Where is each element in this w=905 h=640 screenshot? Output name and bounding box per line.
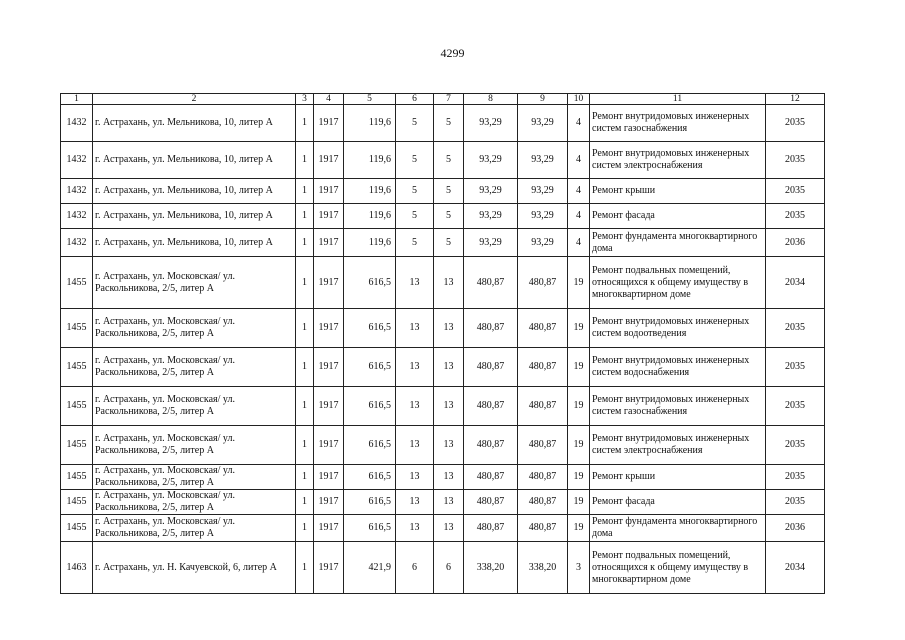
planned-year-cell: 2034 (766, 542, 825, 594)
year-cell: 1917 (314, 515, 344, 542)
work-type-cell: Ремонт внутридомовых инженерных систем водоснабжения (590, 348, 766, 387)
column-header-2: 2 (93, 94, 296, 105)
col-3-cell: 1 (296, 229, 314, 257)
col-3-cell: 1 (296, 142, 314, 179)
address-cell: г. Астрахань, ул. Мельникова, 10, литер А (93, 105, 296, 142)
col-3-cell: 1 (296, 465, 314, 490)
col-10-cell: 19 (568, 348, 590, 387)
col-7-cell: 13 (434, 426, 464, 465)
planned-year-cell: 2034 (766, 257, 825, 309)
row-number-cell: 1455 (61, 257, 93, 309)
table-row (61, 229, 825, 257)
cost-8-cell: 480,87 (464, 387, 518, 426)
col-10-cell: 19 (568, 465, 590, 490)
col-3-cell: 1 (296, 387, 314, 426)
table-row (61, 179, 825, 204)
row-number-cell: 1455 (61, 348, 93, 387)
col-6-cell: 5 (396, 229, 434, 257)
address-cell: г. Астрахань, ул. Мельникова, 10, литер А (93, 179, 296, 204)
year-cell: 1917 (314, 387, 344, 426)
cost-8-cell: 480,87 (464, 515, 518, 542)
cost-8-cell: 93,29 (464, 229, 518, 257)
year-cell: 1917 (314, 105, 344, 142)
year-cell: 1917 (314, 426, 344, 465)
area-cell: 119,6 (344, 179, 396, 204)
col-3-cell: 1 (296, 515, 314, 542)
cost-8-cell: 93,29 (464, 142, 518, 179)
cost-9-cell: 93,29 (518, 229, 568, 257)
column-header-6: 6 (396, 94, 434, 105)
work-type-cell: Ремонт фундамента многоквартирного дома (590, 515, 766, 542)
planned-year-cell: 2035 (766, 142, 825, 179)
year-cell: 1917 (314, 465, 344, 490)
year-cell: 1917 (314, 257, 344, 309)
year-cell: 1917 (314, 204, 344, 229)
table-row (61, 142, 825, 179)
col-3-cell: 1 (296, 426, 314, 465)
year-cell: 1917 (314, 229, 344, 257)
col-10-cell: 4 (568, 204, 590, 229)
work-type-cell: Ремонт внутридомовых инженерных систем водоотведения (590, 309, 766, 348)
col-7-cell: 13 (434, 309, 464, 348)
cost-9-cell: 93,29 (518, 179, 568, 204)
year-cell: 1917 (314, 490, 344, 515)
address-cell: г. Астрахань, ул. Мельникова, 10, литер А (93, 229, 296, 257)
area-cell: 119,6 (344, 105, 396, 142)
cost-8-cell: 93,29 (464, 105, 518, 142)
work-type-cell: Ремонт крыши (590, 465, 766, 490)
col-7-cell: 13 (434, 465, 464, 490)
row-number-cell: 1432 (61, 179, 93, 204)
year-cell: 1917 (314, 542, 344, 594)
table-row (61, 309, 825, 348)
area-cell: 119,6 (344, 204, 396, 229)
col-10-cell: 4 (568, 142, 590, 179)
area-cell: 616,5 (344, 490, 396, 515)
cost-9-cell: 480,87 (518, 348, 568, 387)
year-cell: 1917 (314, 309, 344, 348)
address-cell: г. Астрахань, ул. Московская/ ул. Раскольникова, 2/5, литер А (93, 515, 296, 542)
table-row (61, 542, 825, 594)
col-10-cell: 3 (568, 542, 590, 594)
col-10-cell: 19 (568, 490, 590, 515)
planned-year-cell: 2035 (766, 387, 825, 426)
col-10-cell: 4 (568, 229, 590, 257)
planned-year-cell: 2035 (766, 179, 825, 204)
col-7-cell: 6 (434, 542, 464, 594)
table-row (61, 348, 825, 387)
year-cell: 1917 (314, 348, 344, 387)
address-cell: г. Астрахань, ул. Мельникова, 10, литер А (93, 204, 296, 229)
cost-9-cell: 480,87 (518, 426, 568, 465)
planned-year-cell: 2035 (766, 348, 825, 387)
col-7-cell: 13 (434, 348, 464, 387)
col-10-cell: 4 (568, 179, 590, 204)
col-10-cell: 4 (568, 105, 590, 142)
col-10-cell: 19 (568, 309, 590, 348)
col-3-cell: 1 (296, 105, 314, 142)
work-type-cell: Ремонт крыши (590, 179, 766, 204)
area-cell: 616,5 (344, 515, 396, 542)
row-number-cell: 1432 (61, 142, 93, 179)
col-6-cell: 13 (396, 387, 434, 426)
work-type-cell: Ремонт подвальных помещений, относящихся к общему имуществу в многоквартирном доме (590, 542, 766, 594)
cost-8-cell: 93,29 (464, 204, 518, 229)
col-3-cell: 1 (296, 257, 314, 309)
area-cell: 616,5 (344, 348, 396, 387)
area-cell: 616,5 (344, 309, 396, 348)
row-number-cell: 1455 (61, 426, 93, 465)
column-header-12: 12 (766, 94, 825, 105)
col-6-cell: 13 (396, 257, 434, 309)
row-number-cell: 1432 (61, 105, 93, 142)
address-cell: г. Астрахань, ул. Московская/ ул. Раскольникова, 2/5, литер А (93, 465, 296, 490)
row-number-cell: 1455 (61, 515, 93, 542)
col-6-cell: 13 (396, 348, 434, 387)
area-cell: 119,6 (344, 229, 396, 257)
address-cell: г. Астрахань, ул. Московская/ ул. Раскольникова, 2/5, литер А (93, 387, 296, 426)
column-header-3: 3 (296, 94, 314, 105)
area-cell: 616,5 (344, 465, 396, 490)
cost-8-cell: 93,29 (464, 179, 518, 204)
cost-8-cell: 480,87 (464, 490, 518, 515)
work-type-cell: Ремонт подвальных помещений, относящихся к общему имуществу в многоквартирном доме (590, 257, 766, 309)
col-7-cell: 5 (434, 142, 464, 179)
work-type-cell: Ремонт внутридомовых инженерных систем электроснабжения (590, 426, 766, 465)
address-cell: г. Астрахань, ул. Московская/ ул. Раскольникова, 2/5, литер А (93, 257, 296, 309)
table-row (61, 387, 825, 426)
cost-9-cell: 480,87 (518, 490, 568, 515)
area-cell: 616,5 (344, 257, 396, 309)
work-type-cell: Ремонт внутридомовых инженерных систем газоснабжения (590, 387, 766, 426)
row-number-cell: 1432 (61, 204, 93, 229)
col-7-cell: 5 (434, 204, 464, 229)
table-header-row (61, 94, 825, 105)
table-row (61, 204, 825, 229)
repair-schedule-table (60, 93, 825, 594)
col-10-cell: 19 (568, 257, 590, 309)
col-3-cell: 1 (296, 490, 314, 515)
address-cell: г. Астрахань, ул. Московская/ ул. Раскольникова, 2/5, литер А (93, 426, 296, 465)
cost-9-cell: 480,87 (518, 309, 568, 348)
table-row (61, 105, 825, 142)
year-cell: 1917 (314, 142, 344, 179)
col-7-cell: 5 (434, 105, 464, 142)
col-6-cell: 13 (396, 515, 434, 542)
cost-9-cell: 480,87 (518, 257, 568, 309)
table-row (61, 257, 825, 309)
work-type-cell: Ремонт фасада (590, 490, 766, 515)
address-cell: г. Астрахань, ул. Московская/ ул. Раскольникова, 2/5, литер А (93, 490, 296, 515)
col-6-cell: 5 (396, 204, 434, 229)
page-number: 4299 (440, 46, 465, 60)
area-cell: 616,5 (344, 387, 396, 426)
planned-year-cell: 2035 (766, 465, 825, 490)
planned-year-cell: 2035 (766, 309, 825, 348)
col-7-cell: 13 (434, 490, 464, 515)
cost-8-cell: 480,87 (464, 348, 518, 387)
row-number-cell: 1455 (61, 490, 93, 515)
column-header-1: 1 (61, 94, 93, 105)
work-type-cell: Ремонт внутридомовых инженерных систем электроснабжения (590, 142, 766, 179)
column-header-7: 7 (434, 94, 464, 105)
col-7-cell: 5 (434, 229, 464, 257)
row-number-cell: 1463 (61, 542, 93, 594)
table-row (61, 490, 825, 515)
cost-9-cell: 93,29 (518, 204, 568, 229)
column-header-5: 5 (344, 94, 396, 105)
planned-year-cell: 2035 (766, 490, 825, 515)
cost-9-cell: 93,29 (518, 142, 568, 179)
address-cell: г. Астрахань, ул. Мельникова, 10, литер А (93, 142, 296, 179)
area-cell: 119,6 (344, 142, 396, 179)
table-row (61, 465, 825, 490)
area-cell: 616,5 (344, 426, 396, 465)
area-cell: 421,9 (344, 542, 396, 594)
cost-9-cell: 480,87 (518, 515, 568, 542)
year-cell: 1917 (314, 179, 344, 204)
cost-8-cell: 480,87 (464, 465, 518, 490)
planned-year-cell: 2035 (766, 105, 825, 142)
address-cell: г. Астрахань, ул. Н. Качуевской, 6, литер А (93, 542, 296, 594)
col-7-cell: 13 (434, 515, 464, 542)
col-7-cell: 13 (434, 387, 464, 426)
cost-9-cell: 480,87 (518, 387, 568, 426)
col-6-cell: 13 (396, 309, 434, 348)
col-6-cell: 5 (396, 105, 434, 142)
work-type-cell: Ремонт фундамента многоквартирного дома (590, 229, 766, 257)
column-header-4: 4 (314, 94, 344, 105)
cost-9-cell: 338,20 (518, 542, 568, 594)
col-3-cell: 1 (296, 348, 314, 387)
table-row (61, 426, 825, 465)
col-3-cell: 1 (296, 309, 314, 348)
planned-year-cell: 2036 (766, 229, 825, 257)
column-header-11: 11 (590, 94, 766, 105)
cost-8-cell: 480,87 (464, 309, 518, 348)
planned-year-cell: 2035 (766, 426, 825, 465)
table-body (61, 94, 825, 594)
planned-year-cell: 2035 (766, 204, 825, 229)
col-6-cell: 5 (396, 179, 434, 204)
col-10-cell: 19 (568, 515, 590, 542)
cost-8-cell: 480,87 (464, 426, 518, 465)
col-6-cell: 13 (396, 426, 434, 465)
col-3-cell: 1 (296, 542, 314, 594)
col-3-cell: 1 (296, 179, 314, 204)
col-6-cell: 13 (396, 490, 434, 515)
cost-9-cell: 480,87 (518, 465, 568, 490)
col-6-cell: 13 (396, 465, 434, 490)
col-7-cell: 13 (434, 257, 464, 309)
row-number-cell: 1455 (61, 309, 93, 348)
col-7-cell: 5 (434, 179, 464, 204)
address-cell: г. Астрахань, ул. Московская/ ул. Раскольникова, 2/5, литер А (93, 348, 296, 387)
row-number-cell: 1432 (61, 229, 93, 257)
planned-year-cell: 2036 (766, 515, 825, 542)
cost-8-cell: 480,87 (464, 257, 518, 309)
col-10-cell: 19 (568, 387, 590, 426)
column-header-9: 9 (518, 94, 568, 105)
col-10-cell: 19 (568, 426, 590, 465)
column-header-10: 10 (568, 94, 590, 105)
work-type-cell: Ремонт фасада (590, 204, 766, 229)
cost-8-cell: 338,20 (464, 542, 518, 594)
cost-9-cell: 93,29 (518, 105, 568, 142)
col-6-cell: 5 (396, 142, 434, 179)
work-type-cell: Ремонт внутридомовых инженерных систем газоснабжения (590, 105, 766, 142)
row-number-cell: 1455 (61, 465, 93, 490)
col-3-cell: 1 (296, 204, 314, 229)
row-number-cell: 1455 (61, 387, 93, 426)
col-6-cell: 6 (396, 542, 434, 594)
table-row (61, 515, 825, 542)
address-cell: г. Астрахань, ул. Московская/ ул. Раскольникова, 2/5, литер А (93, 309, 296, 348)
column-header-8: 8 (464, 94, 518, 105)
